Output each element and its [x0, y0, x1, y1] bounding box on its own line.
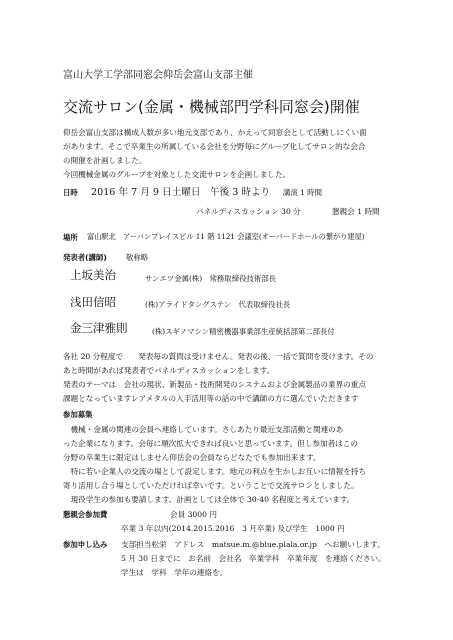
speaker-info: (株)スギノマシン精密機器事業部生産統括部第二部長付	[152, 327, 335, 336]
speaker-name: 金三津雅則	[70, 321, 128, 335]
intro-line: があります。そこで卒業生の所属している会社を分野毎にグループ化してサロン的な会合	[63, 142, 366, 151]
fee-young: 卒業 3 年以内(2014.2015.2016 3 月卒業) 及び学生 1000 円	[121, 524, 345, 533]
fee-label: 懇親会参加費	[63, 510, 108, 519]
format-line: 各社 20 分程度で 発表毎の質問は受けません。発表の後、一括で質問を受けます。その	[63, 352, 374, 361]
apply-line: 5 月 30 日までに お名前 会社名 卒業学科 卒業年度 を連絡ください。	[121, 554, 386, 563]
recruit-line: 分野の卒業生に限定はしません仰岳会の会員ならどなたでも参加出来ます。	[63, 453, 321, 462]
intro-line: 仰岳会富山支部は構成人数が多い地元支部であり、かえって同窓会として活動しにくい面	[63, 128, 367, 137]
speaker-name: 浅田信昭	[70, 295, 116, 309]
recruit-line: 寄り活用し合う場としていただければ幸いです。ということで交流サロンとしました。	[63, 481, 359, 490]
date-label: 日時	[63, 188, 78, 197]
fee-member: 会員 3000 円	[170, 510, 217, 519]
apply-line: 学生は 学科 学年の連絡を。	[121, 568, 228, 577]
format-line: あと時間があれば発表者でパネルディスカッションをします。	[63, 366, 275, 375]
apply-line: 支部担当松栄 アドレス matsue.m.@blue.plala.or.jp へお願いします。	[121, 540, 385, 549]
apply-label: 参加申し込み	[63, 540, 108, 549]
recruit-line: 特に若い企業人の交流の場として設定します。地元の利点を生かしお互いに情報を持ち	[63, 467, 367, 476]
speaker-info: (株)アライドタングステン 代表取締役社長	[145, 300, 291, 309]
speaker-name: 上坂美治	[70, 268, 116, 282]
recruit-label: 参加募集	[63, 410, 93, 419]
place-label: 場所	[63, 233, 78, 242]
format-line: 課題となっていますレアメタルの入手活用等の話の中で講師の方に選んでいただきます	[63, 394, 359, 403]
intro-line: 今回機械金属のグループを対象とした交流サロンを企画しました。	[63, 170, 291, 179]
lecture-duration: 講演 1 時間	[283, 188, 322, 197]
place-value: 富山駅北 アーバンプレイスビル 11 階 1121 会議室(オーバードホールの繋がり建屋)	[87, 232, 365, 241]
social-duration: 懇親会 1 時間	[332, 207, 380, 216]
format-line: 発表のテーマは 会社の現状、新製品・技術開発のシステムおよび金属製品の業界の重点	[63, 380, 366, 389]
speakers-label: 発表者(講師)	[63, 253, 107, 262]
organizer-line: 富山大学工学部同窓会仰岳会富山支部主催	[63, 70, 253, 81]
speakers-honorific: 敬称略	[126, 253, 149, 262]
speaker-info: サンエツ金属(株) 常務取締役技術部長	[145, 274, 277, 283]
recruit-line: 現役学生の参加も要請します。計画としては全体で 30-40 名程度と考えています。	[63, 495, 355, 504]
intro-paragraph	[63, 126, 367, 182]
page-title: 交流サロン(金属・機械部門学科同窓会)開催	[63, 98, 360, 116]
format-paragraph	[63, 350, 374, 406]
panel-duration: パネルディスカッション 30 分	[196, 207, 301, 216]
recruit-line: った企業になります。会毎に順次拡大できれば良いと思っています。但し参加者はこの	[63, 439, 358, 448]
intro-line: の開催を計画しました。	[63, 156, 147, 165]
recruit-line: 機械・金属の関連の会員へ連絡しています。さしあたり最近支部活動と関連のあ	[63, 425, 344, 434]
recruit-paragraph	[63, 423, 366, 507]
date-value: 2016 年 7 月 9 日土曜日 午後 3 時より	[91, 187, 271, 198]
